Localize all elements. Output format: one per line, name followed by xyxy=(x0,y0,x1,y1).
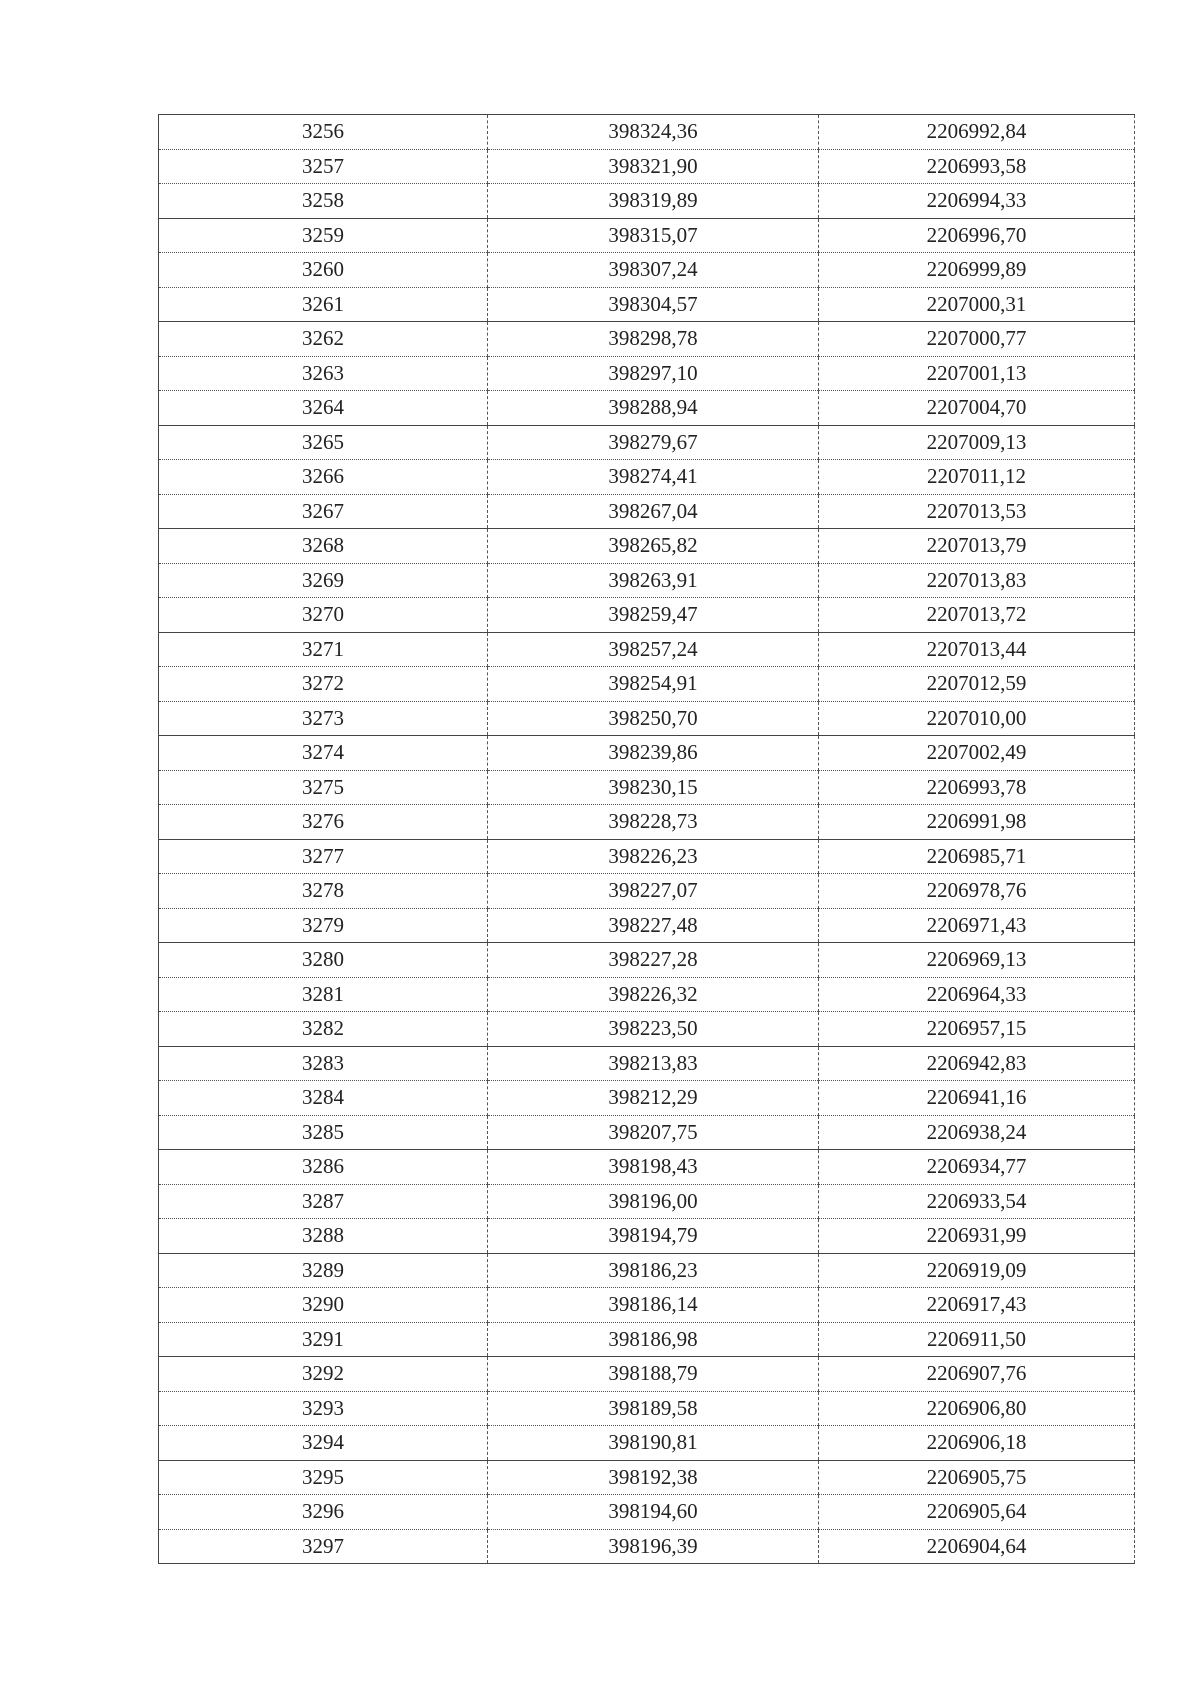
y-coordinate-cell: 2206964,33 xyxy=(819,977,1135,1012)
table-row xyxy=(159,1495,1135,1530)
table-row xyxy=(159,563,1135,598)
y-coordinate-cell: 2207010,00 xyxy=(819,701,1135,736)
point-number-cell: 3281 xyxy=(159,977,488,1012)
x-coordinate-cell: 398254,91 xyxy=(488,667,819,702)
point-number-cell: 3271 xyxy=(159,632,488,667)
y-coordinate-cell: 2206991,98 xyxy=(819,805,1135,840)
table-row xyxy=(159,1184,1135,1219)
table-row xyxy=(159,1115,1135,1150)
table-row xyxy=(159,322,1135,357)
x-coordinate-cell: 398265,82 xyxy=(488,529,819,564)
point-number-cell: 3289 xyxy=(159,1253,488,1288)
y-coordinate-cell: 2206919,09 xyxy=(819,1253,1135,1288)
y-coordinate-cell: 2206978,76 xyxy=(819,874,1135,909)
y-coordinate-cell: 2206992,84 xyxy=(819,115,1135,150)
point-number-cell: 3292 xyxy=(159,1357,488,1392)
table-row xyxy=(159,1081,1135,1116)
table-row xyxy=(159,1046,1135,1081)
y-coordinate-cell: 2206971,43 xyxy=(819,908,1135,943)
x-coordinate-cell: 398223,50 xyxy=(488,1012,819,1047)
x-coordinate-cell: 398196,00 xyxy=(488,1184,819,1219)
point-number-cell: 3274 xyxy=(159,736,488,771)
y-coordinate-cell: 2206941,16 xyxy=(819,1081,1135,1116)
table-row xyxy=(159,943,1135,978)
x-coordinate-cell: 398250,70 xyxy=(488,701,819,736)
x-coordinate-cell: 398227,07 xyxy=(488,874,819,909)
y-coordinate-cell: 2207009,13 xyxy=(819,425,1135,460)
x-coordinate-cell: 398207,75 xyxy=(488,1115,819,1150)
y-coordinate-cell: 2207012,59 xyxy=(819,667,1135,702)
table-row xyxy=(159,1150,1135,1185)
y-coordinate-cell: 2206942,83 xyxy=(819,1046,1135,1081)
point-number-cell: 3297 xyxy=(159,1529,488,1564)
table-row xyxy=(159,1322,1135,1357)
point-number-cell: 3259 xyxy=(159,218,488,253)
y-coordinate-cell: 2207013,79 xyxy=(819,529,1135,564)
point-number-cell: 3258 xyxy=(159,184,488,219)
table-row xyxy=(159,218,1135,253)
table-row xyxy=(159,736,1135,771)
y-coordinate-cell: 2207013,83 xyxy=(819,563,1135,598)
y-coordinate-cell: 2206999,89 xyxy=(819,253,1135,288)
x-coordinate-cell: 398315,07 xyxy=(488,218,819,253)
point-number-cell: 3280 xyxy=(159,943,488,978)
y-coordinate-cell: 2206969,13 xyxy=(819,943,1135,978)
y-coordinate-cell: 2207002,49 xyxy=(819,736,1135,771)
point-number-cell: 3261 xyxy=(159,287,488,322)
table-row xyxy=(159,391,1135,426)
table-row xyxy=(159,356,1135,391)
table-row xyxy=(159,529,1135,564)
x-coordinate-cell: 398267,04 xyxy=(488,494,819,529)
y-coordinate-cell: 2207001,13 xyxy=(819,356,1135,391)
x-coordinate-cell: 398188,79 xyxy=(488,1357,819,1392)
y-coordinate-cell: 2207013,72 xyxy=(819,598,1135,633)
x-coordinate-cell: 398288,94 xyxy=(488,391,819,426)
y-coordinate-cell: 2206934,77 xyxy=(819,1150,1135,1185)
table-row xyxy=(159,770,1135,805)
x-coordinate-cell: 398226,32 xyxy=(488,977,819,1012)
coordinates-table-body xyxy=(159,115,1135,1564)
table-row xyxy=(159,632,1135,667)
table-row xyxy=(159,1253,1135,1288)
table-row xyxy=(159,1288,1135,1323)
point-number-cell: 3270 xyxy=(159,598,488,633)
y-coordinate-cell: 2206905,64 xyxy=(819,1495,1135,1530)
x-coordinate-cell: 398257,24 xyxy=(488,632,819,667)
point-number-cell: 3295 xyxy=(159,1460,488,1495)
y-coordinate-cell: 2206905,75 xyxy=(819,1460,1135,1495)
point-number-cell: 3290 xyxy=(159,1288,488,1323)
y-coordinate-cell: 2206906,80 xyxy=(819,1391,1135,1426)
table-row xyxy=(159,425,1135,460)
point-number-cell: 3282 xyxy=(159,1012,488,1047)
point-number-cell: 3262 xyxy=(159,322,488,357)
x-coordinate-cell: 398226,23 xyxy=(488,839,819,874)
table-row xyxy=(159,839,1135,874)
y-coordinate-cell: 2206904,64 xyxy=(819,1529,1135,1564)
y-coordinate-cell: 2207011,12 xyxy=(819,460,1135,495)
y-coordinate-cell: 2207013,53 xyxy=(819,494,1135,529)
table-row xyxy=(159,1391,1135,1426)
point-number-cell: 3293 xyxy=(159,1391,488,1426)
y-coordinate-cell: 2206996,70 xyxy=(819,218,1135,253)
x-coordinate-cell: 398279,67 xyxy=(488,425,819,460)
point-number-cell: 3296 xyxy=(159,1495,488,1530)
point-number-cell: 3269 xyxy=(159,563,488,598)
x-coordinate-cell: 398190,81 xyxy=(488,1426,819,1461)
table-row xyxy=(159,1012,1135,1047)
point-number-cell: 3267 xyxy=(159,494,488,529)
x-coordinate-cell: 398239,86 xyxy=(488,736,819,771)
point-number-cell: 3283 xyxy=(159,1046,488,1081)
table-row xyxy=(159,1357,1135,1392)
point-number-cell: 3273 xyxy=(159,701,488,736)
point-number-cell: 3288 xyxy=(159,1219,488,1254)
y-coordinate-cell: 2206907,76 xyxy=(819,1357,1135,1392)
table-row xyxy=(159,494,1135,529)
y-coordinate-cell: 2207000,31 xyxy=(819,287,1135,322)
table-row xyxy=(159,598,1135,633)
x-coordinate-cell: 398213,83 xyxy=(488,1046,819,1081)
point-number-cell: 3279 xyxy=(159,908,488,943)
x-coordinate-cell: 398307,24 xyxy=(488,253,819,288)
x-coordinate-cell: 398263,91 xyxy=(488,563,819,598)
table-row xyxy=(159,184,1135,219)
x-coordinate-cell: 398196,39 xyxy=(488,1529,819,1564)
y-coordinate-cell: 2206994,33 xyxy=(819,184,1135,219)
x-coordinate-cell: 398198,43 xyxy=(488,1150,819,1185)
y-coordinate-cell: 2206957,15 xyxy=(819,1012,1135,1047)
x-coordinate-cell: 398194,60 xyxy=(488,1495,819,1530)
x-coordinate-cell: 398304,57 xyxy=(488,287,819,322)
point-number-cell: 3265 xyxy=(159,425,488,460)
x-coordinate-cell: 398186,14 xyxy=(488,1288,819,1323)
point-number-cell: 3266 xyxy=(159,460,488,495)
y-coordinate-cell: 2206933,54 xyxy=(819,1184,1135,1219)
x-coordinate-cell: 398321,90 xyxy=(488,149,819,184)
y-coordinate-cell: 2206906,18 xyxy=(819,1426,1135,1461)
point-number-cell: 3256 xyxy=(159,115,488,150)
point-number-cell: 3284 xyxy=(159,1081,488,1116)
y-coordinate-cell: 2206917,43 xyxy=(819,1288,1135,1323)
table-row xyxy=(159,149,1135,184)
table-row xyxy=(159,805,1135,840)
point-number-cell: 3264 xyxy=(159,391,488,426)
point-number-cell: 3285 xyxy=(159,1115,488,1150)
table-row xyxy=(159,287,1135,322)
table-row xyxy=(159,977,1135,1012)
point-number-cell: 3275 xyxy=(159,770,488,805)
x-coordinate-cell: 398192,38 xyxy=(488,1460,819,1495)
x-coordinate-cell: 398212,29 xyxy=(488,1081,819,1116)
table-row xyxy=(159,667,1135,702)
table-row xyxy=(159,701,1135,736)
y-coordinate-cell: 2206993,58 xyxy=(819,149,1135,184)
point-number-cell: 3276 xyxy=(159,805,488,840)
x-coordinate-cell: 398227,28 xyxy=(488,943,819,978)
x-coordinate-cell: 398230,15 xyxy=(488,770,819,805)
x-coordinate-cell: 398319,89 xyxy=(488,184,819,219)
x-coordinate-cell: 398186,98 xyxy=(488,1322,819,1357)
point-number-cell: 3268 xyxy=(159,529,488,564)
table-row xyxy=(159,874,1135,909)
y-coordinate-cell: 2207004,70 xyxy=(819,391,1135,426)
point-number-cell: 3278 xyxy=(159,874,488,909)
table-row xyxy=(159,1529,1135,1564)
point-number-cell: 3260 xyxy=(159,253,488,288)
point-number-cell: 3291 xyxy=(159,1322,488,1357)
point-number-cell: 3294 xyxy=(159,1426,488,1461)
table-row xyxy=(159,253,1135,288)
x-coordinate-cell: 398297,10 xyxy=(488,356,819,391)
x-coordinate-cell: 398228,73 xyxy=(488,805,819,840)
y-coordinate-cell: 2207000,77 xyxy=(819,322,1135,357)
table-row xyxy=(159,460,1135,495)
y-coordinate-cell: 2206911,50 xyxy=(819,1322,1135,1357)
point-number-cell: 3257 xyxy=(159,149,488,184)
table-row xyxy=(159,1219,1135,1254)
x-coordinate-cell: 398259,47 xyxy=(488,598,819,633)
point-number-cell: 3287 xyxy=(159,1184,488,1219)
x-coordinate-cell: 398298,78 xyxy=(488,322,819,357)
y-coordinate-cell: 2206938,24 xyxy=(819,1115,1135,1150)
point-number-cell: 3286 xyxy=(159,1150,488,1185)
table-row xyxy=(159,115,1135,150)
point-number-cell: 3272 xyxy=(159,667,488,702)
x-coordinate-cell: 398186,23 xyxy=(488,1253,819,1288)
x-coordinate-cell: 398227,48 xyxy=(488,908,819,943)
y-coordinate-cell: 2207013,44 xyxy=(819,632,1135,667)
y-coordinate-cell: 2206985,71 xyxy=(819,839,1135,874)
x-coordinate-cell: 398324,36 xyxy=(488,115,819,150)
y-coordinate-cell: 2206993,78 xyxy=(819,770,1135,805)
point-number-cell: 3277 xyxy=(159,839,488,874)
coordinates-table xyxy=(158,114,1135,1564)
table-row xyxy=(159,1426,1135,1461)
x-coordinate-cell: 398274,41 xyxy=(488,460,819,495)
x-coordinate-cell: 398189,58 xyxy=(488,1391,819,1426)
point-number-cell: 3263 xyxy=(159,356,488,391)
table-row xyxy=(159,1460,1135,1495)
table-row xyxy=(159,908,1135,943)
x-coordinate-cell: 398194,79 xyxy=(488,1219,819,1254)
y-coordinate-cell: 2206931,99 xyxy=(819,1219,1135,1254)
